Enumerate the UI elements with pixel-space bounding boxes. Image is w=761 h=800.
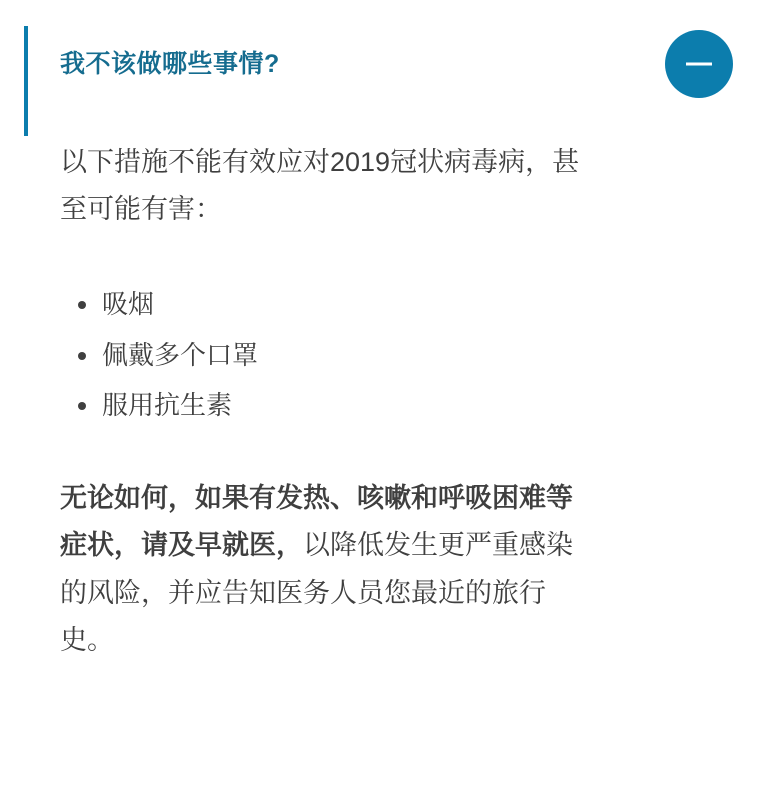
- measures-list: [60, 279, 701, 431]
- list-item: 服用抗生素: [102, 380, 701, 431]
- page-title: 我不该做哪些事情?: [60, 50, 280, 78]
- accordion-toggle-button[interactable]: [665, 30, 733, 98]
- accordion-header[interactable]: [0, 0, 761, 81]
- closing-remainder: 以降低发生更严重感染的风险，并应告知医务人员您最近的旅行史。: [60, 530, 573, 655]
- minus-icon: [686, 63, 712, 66]
- closing-emphasis: 无论如何，如果有发热、咳嗽和呼吸困难等症状，请及早就医，: [60, 483, 573, 561]
- accent-bar: [24, 26, 28, 136]
- intro-paragraph: 以下措施不能有效应对2019冠状病毒病，甚至可能有害：: [60, 146, 580, 224]
- closing-paragraph: [60, 475, 590, 664]
- accordion-body: [0, 81, 761, 665]
- list-item: 吸烟: [102, 279, 701, 330]
- list-item: 佩戴多个口罩: [102, 330, 701, 381]
